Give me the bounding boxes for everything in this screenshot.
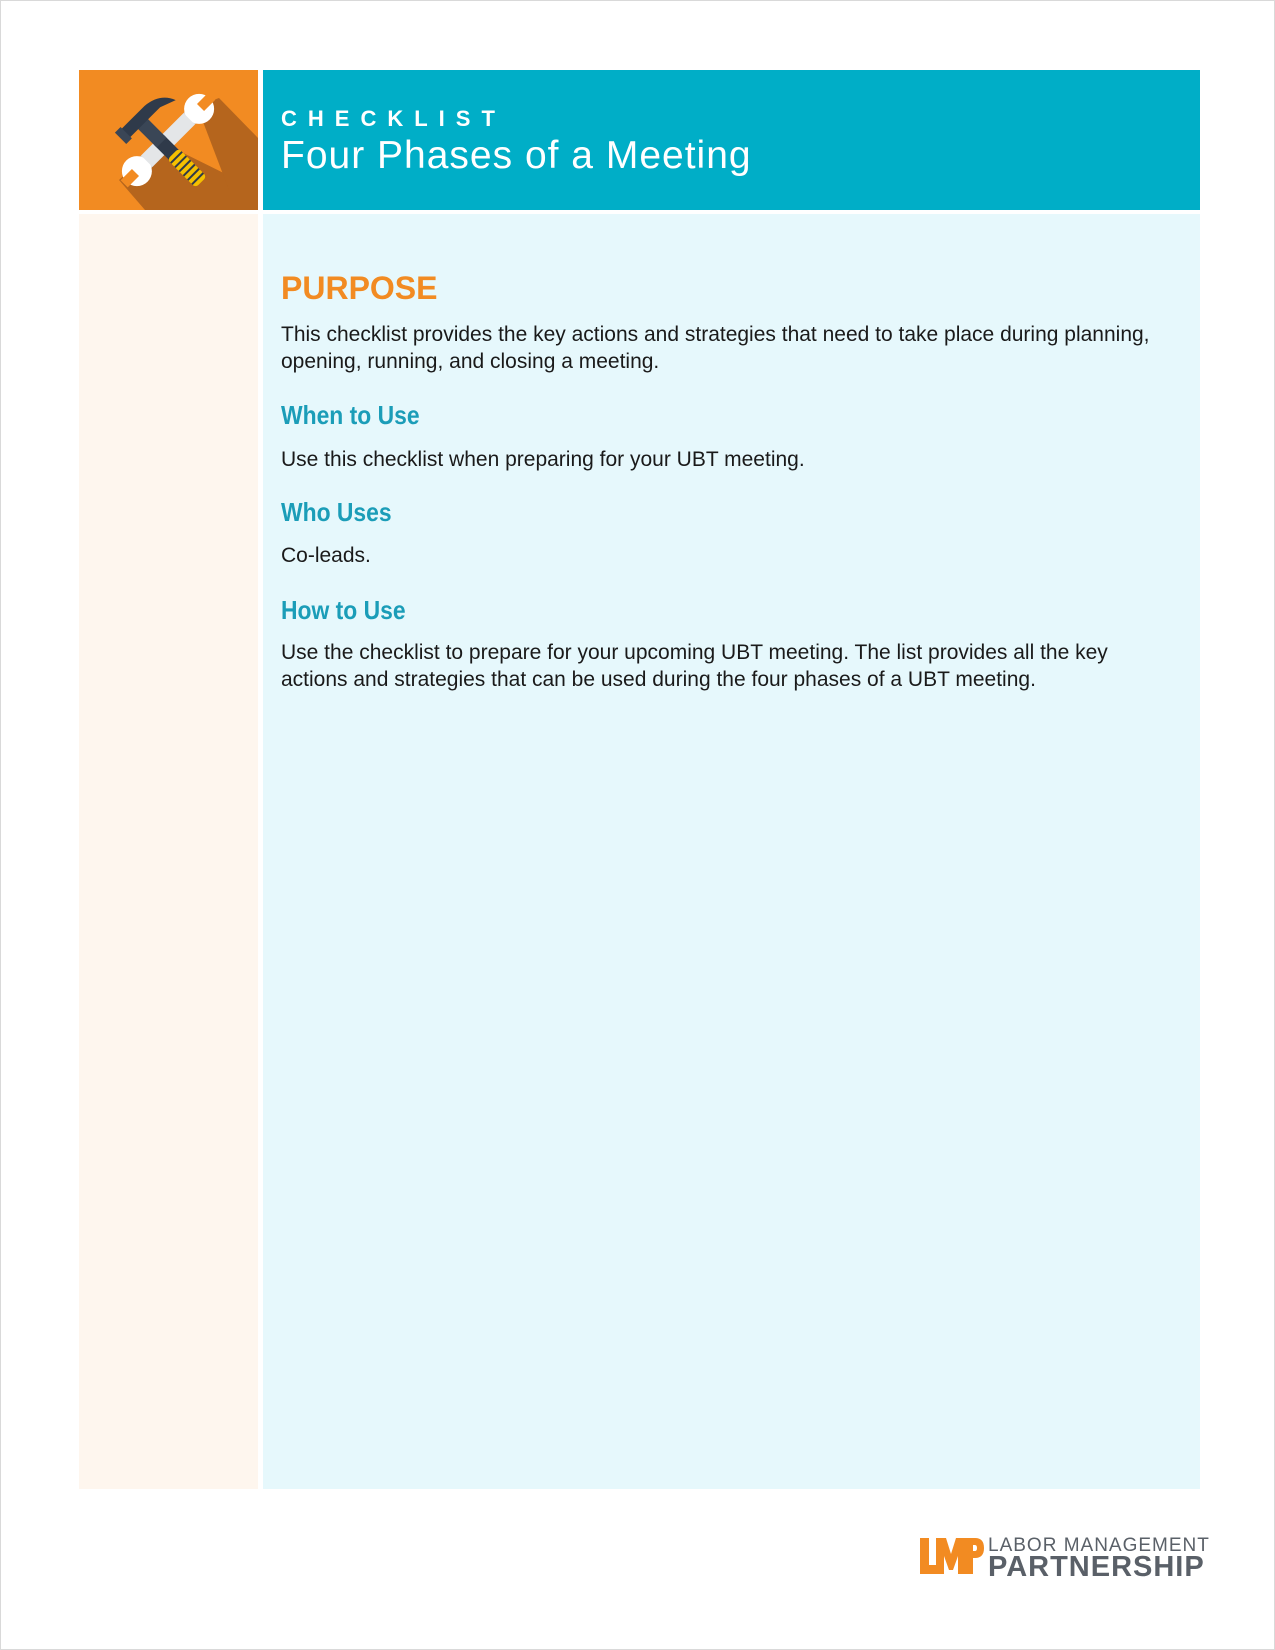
lmp-logo (918, 1534, 1210, 1583)
who-uses-text: Co-leads. (281, 544, 371, 567)
header-icon-tile (79, 70, 258, 210)
lmp-logo-mark (918, 1534, 984, 1578)
how-to-use-heading: How to Use (281, 595, 406, 625)
hammer-and-wrench-icon (79, 70, 258, 210)
left-sidebar-column (79, 214, 258, 1489)
logo-text-line1: LABOR MANAGEMENT (988, 1535, 1210, 1556)
when-to-use-text: Use this checklist when preparing for your UBT meeting. (281, 448, 805, 471)
who-uses-heading: Who Uses (281, 497, 392, 527)
when-to-use-heading: When to Use (281, 400, 420, 430)
logo-text-line2: PARTNERSHIP (988, 1551, 1205, 1583)
header-band (263, 70, 1200, 210)
main-content-panel (263, 214, 1200, 1489)
document-title: Four Phases of a Meeting (281, 134, 752, 177)
how-to-use-text: Use the checklist to prepare for your upcoming UBT meeting. The list provides all the key actions and strategies that can be used during the four phases of a UBT meeting. (281, 641, 1108, 691)
document-type-label: CHECKLIST (281, 106, 506, 131)
purpose-heading: PURPOSE (281, 270, 438, 306)
purpose-text: This checklist provides the key actions and strategies that need to take place during planning, opening, running, and closing a meeting. (281, 323, 1150, 373)
